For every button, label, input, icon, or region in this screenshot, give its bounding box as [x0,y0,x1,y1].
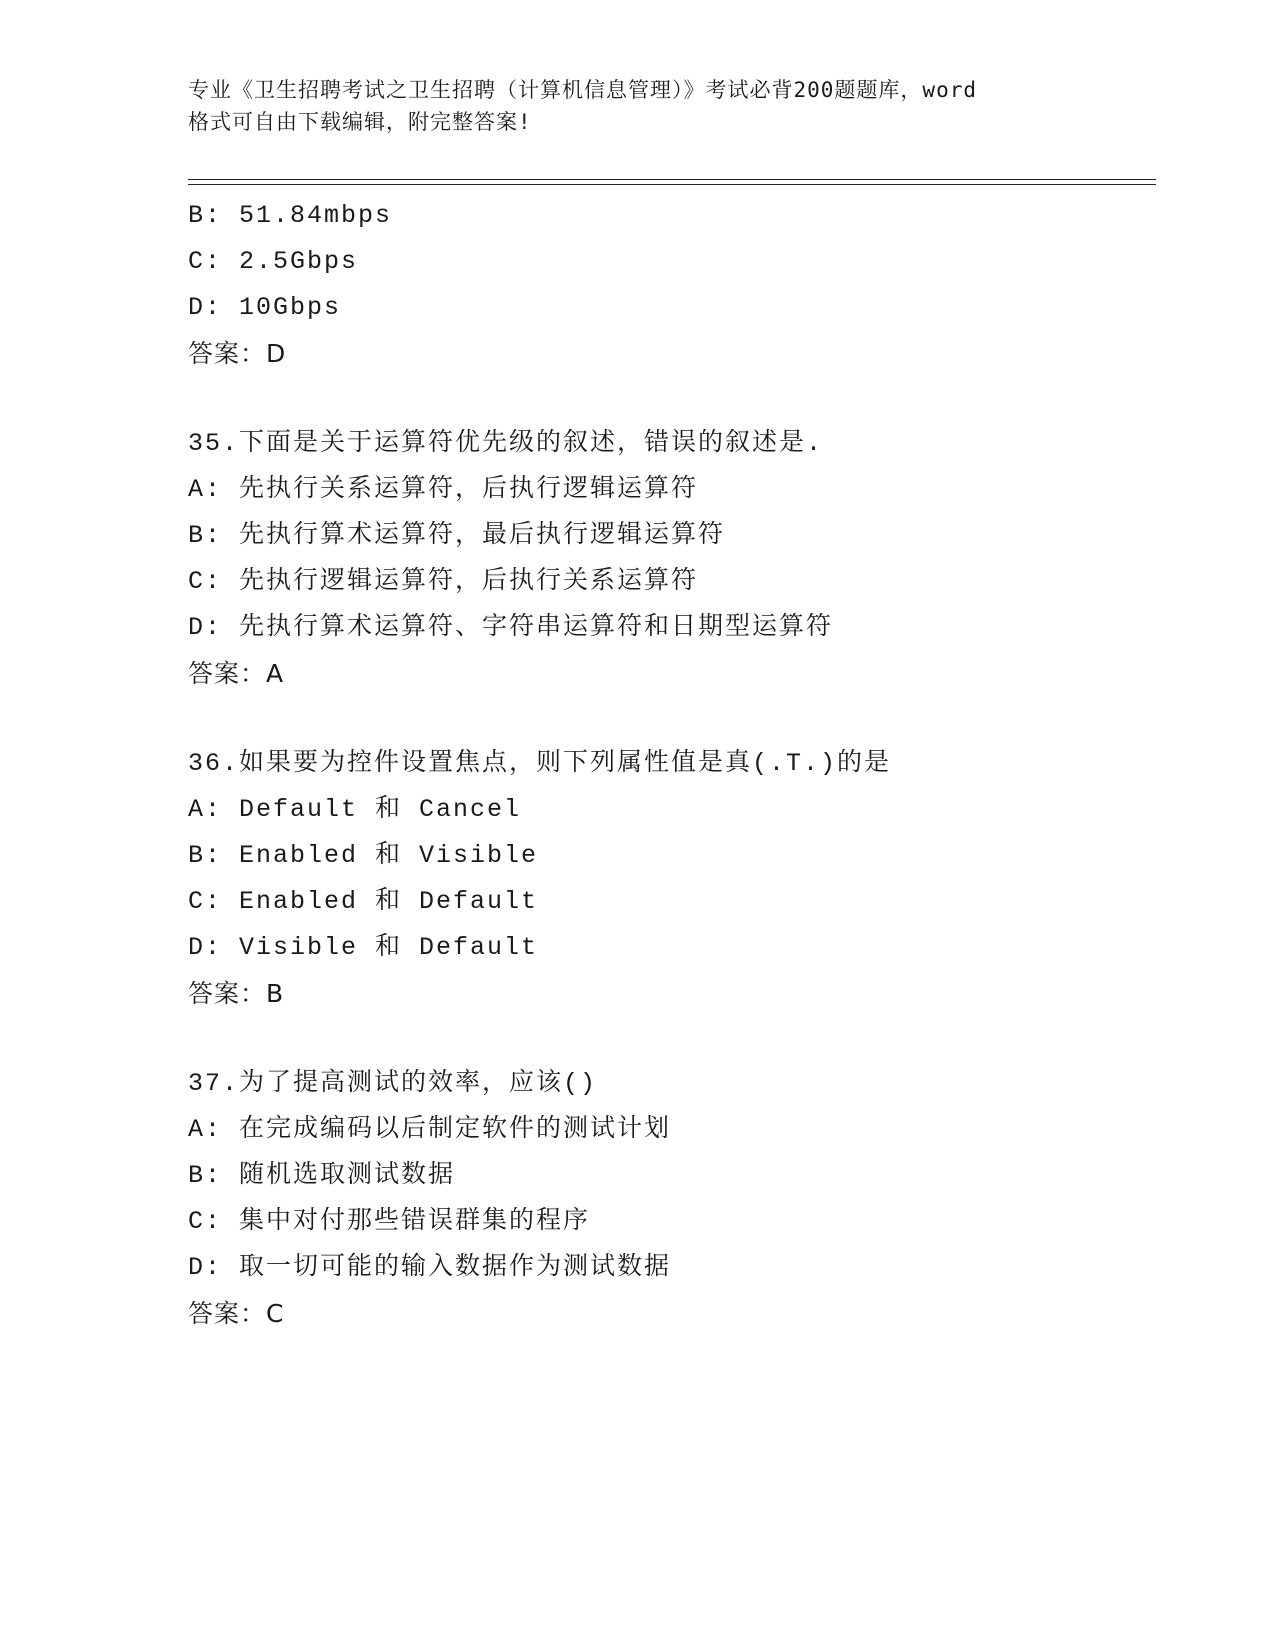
option-d: D: 取一切可能的输入数据作为测试数据 [188,1253,672,1282]
question-stem: 37.为了提高测试的效率，应该() [188,1069,598,1098]
answer-line: 答案：D [188,339,287,368]
answer-line: 答案：B [188,979,285,1008]
question-list [188,193,1148,1337]
option-d: D: 先执行算术运算符、字符串运算符和日期型运算符 [188,613,834,642]
answer-line: 答案：A [188,659,285,688]
question-35 [188,421,1148,697]
question-37 [188,1061,1148,1337]
question-34-tail [188,193,1148,377]
option-c: C: Enabled 和 Default [188,887,539,916]
header-line-2: 格式可自由下载编辑，附完整答案! [188,110,532,134]
option-b: B: 51.84mbps [188,201,393,230]
option-a: A: 在完成编码以后制定软件的测试计划 [188,1115,672,1144]
option-b: B: Enabled 和 Visible [188,841,539,870]
document-header [188,74,1098,138]
option-d: D: 10Gbps [188,293,342,322]
question-stem: 36.如果要为控件设置焦点，则下列属性值是真(.T.)的是 [188,749,892,778]
question-36 [188,741,1148,1017]
option-a: A: Default 和 Cancel [188,795,522,824]
question-stem: 35.下面是关于运算符优先级的叙述，错误的叙述是. [188,429,824,458]
header-divider-bottom [188,184,1156,185]
option-b: B: 先执行算术运算符，最后执行逻辑运算符 [188,521,726,550]
option-a: A: 先执行关系运算符，后执行逻辑运算符 [188,475,699,504]
header-line-1: 专业《卫生招聘考试之卫生招聘（计算机信息管理）》考试必背200题题库，word [188,78,977,102]
answer-line: 答案：C [188,1299,285,1328]
option-c: C: 集中对付那些错误群集的程序 [188,1207,591,1236]
option-b: B: 随机选取测试数据 [188,1161,456,1190]
option-c: C: 2.5Gbps [188,247,359,276]
option-c: C: 先执行逻辑运算符，后执行关系运算符 [188,567,699,596]
option-d: D: Visible 和 Default [188,933,539,962]
header-divider-top [188,179,1156,180]
